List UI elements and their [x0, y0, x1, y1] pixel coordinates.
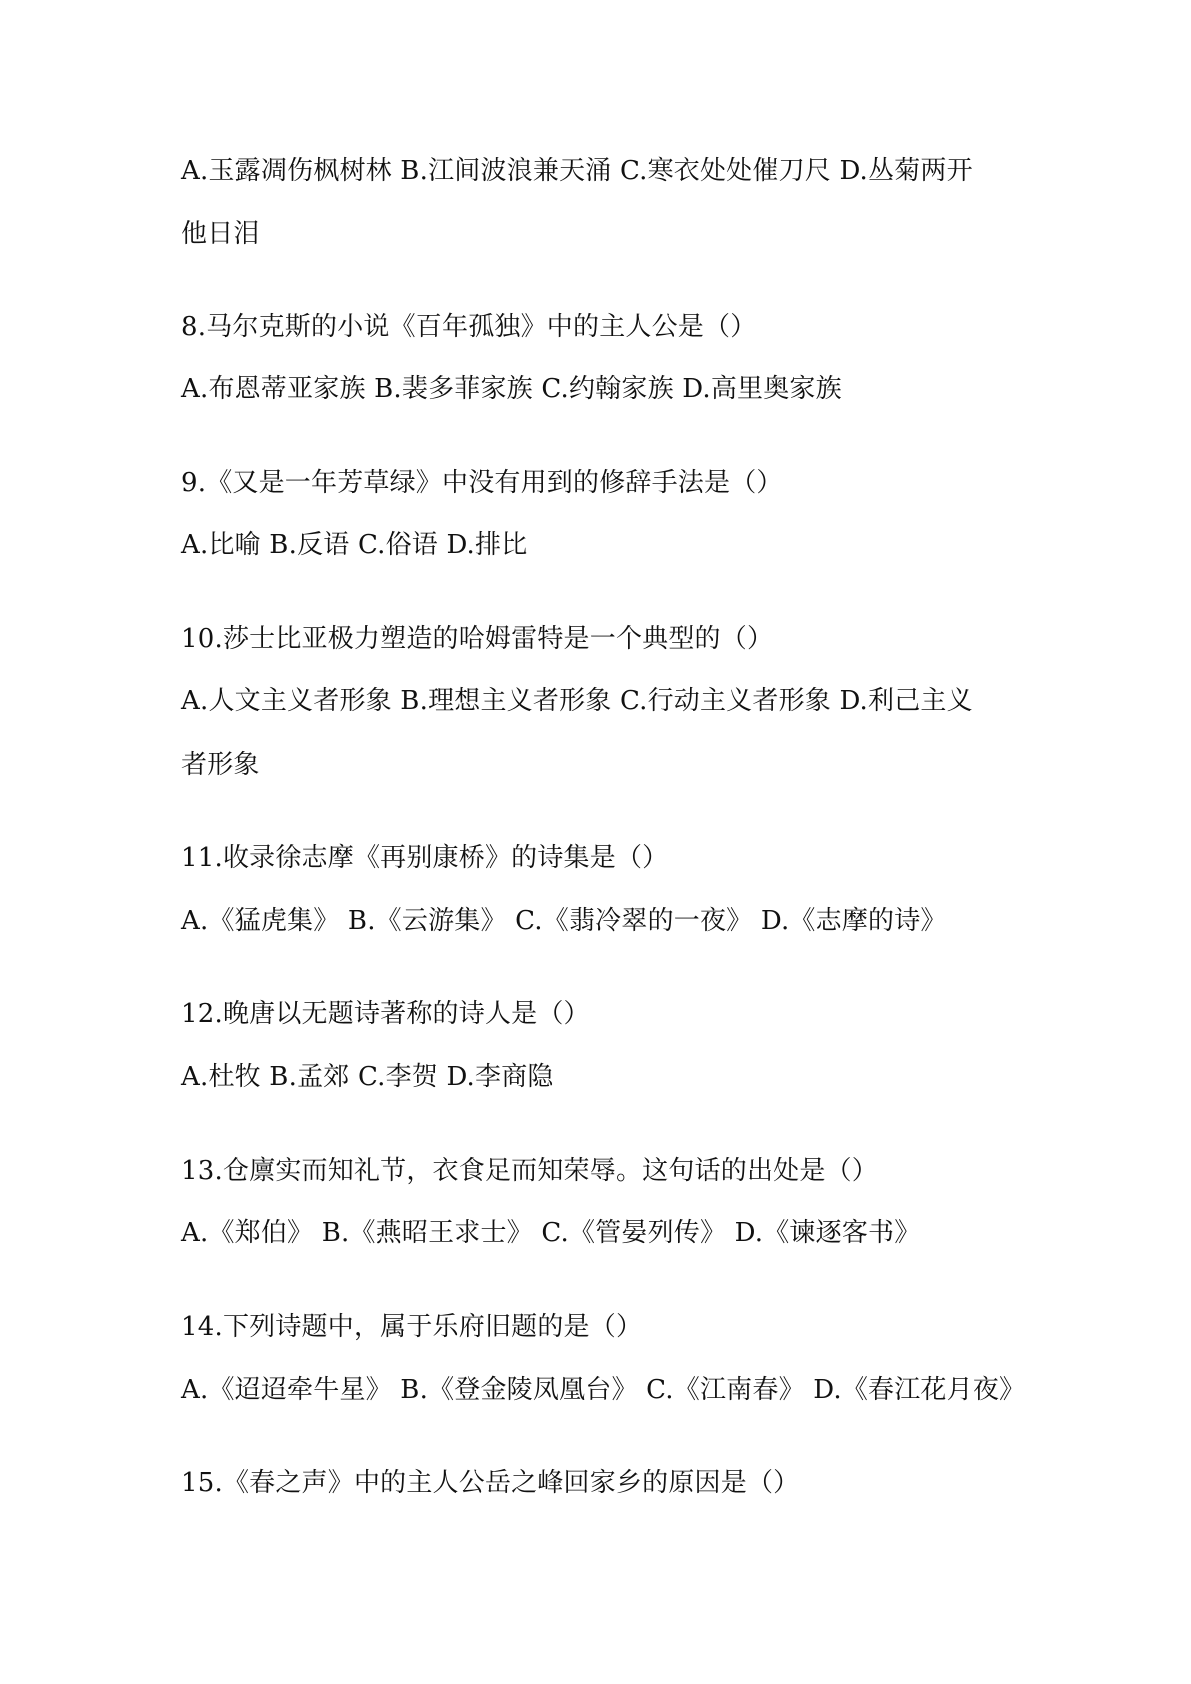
q9-options: A.比喻 B.反语 C.俗语 D.排比	[181, 530, 528, 560]
q11-options: A.《猛虎集》 B.《云游集》 C.《翡冷翠的一夜》 D.《志摩的诗》	[181, 906, 947, 936]
q7-options-line-1: A.玉露凋伤枫树林 B.江间波浪兼天涌 C.寒衣处处催刀尺 D.丛菊两开	[181, 156, 973, 186]
q9-question: 9.《又是一年芳草绿》中没有用到的修辞手法是（）	[181, 468, 783, 498]
q8-question: 8.马尔克斯的小说《百年孤独》中的主人公是（）	[181, 312, 757, 342]
q11-question: 11.收录徐志摩《再别康桥》的诗集是（）	[181, 843, 669, 873]
q12-question: 12.晚唐以无题诗著称的诗人是（）	[181, 999, 590, 1029]
q13-question: 13.仓廪实而知礼节，衣食足而知荣辱。这句话的出处是（）	[181, 1156, 878, 1186]
q14-options: A.《迢迢牵牛星》 B.《登金陵凤凰台》 C.《江南春》 D.《春江花月夜》	[181, 1375, 1026, 1405]
q15-question: 15.《春之声》中的主人公岳之峰回家乡的原因是（）	[181, 1468, 800, 1498]
q13-options: A.《郑伯》 B.《燕昭王求士》 C.《管晏列传》 D.《谏逐客书》	[181, 1218, 921, 1248]
q8-options: A.布恩蒂亚家族 B.裴多菲家族 C.约翰家族 D.高里奥家族	[181, 374, 842, 404]
q12-options: A.杜牧 B.孟郊 C.李贺 D.李商隐	[181, 1062, 554, 1092]
q14-question: 14.下列诗题中，属于乐府旧题的是（）	[181, 1312, 643, 1342]
q10-options-line-1: A.人文主义者形象 B.理想主义者形象 C.行动主义者形象 D.利己主义	[181, 686, 973, 716]
q10-question: 10.莎士比亚极力塑造的哈姆雷特是一个典型的（）	[181, 624, 774, 654]
q10-options-line-2: 者形象	[181, 750, 260, 780]
q7-options-line-2: 他日泪	[181, 219, 260, 249]
